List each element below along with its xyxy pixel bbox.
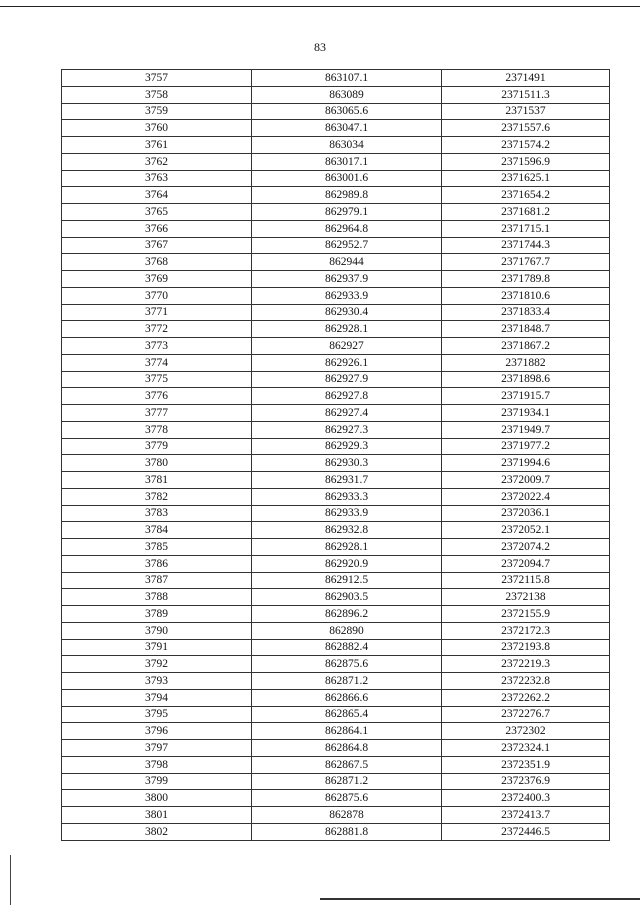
y-coordinate-cell: 2371767.7 <box>442 254 610 271</box>
table-row <box>62 756 610 773</box>
point-number-cell: 3766 <box>62 220 252 237</box>
coordinates-table-body <box>62 70 610 841</box>
point-number-cell: 3777 <box>62 405 252 422</box>
y-coordinate-cell: 2372446.5 <box>442 823 610 840</box>
point-number-cell: 3768 <box>62 254 252 271</box>
x-coordinate-cell: 862875.6 <box>252 656 442 673</box>
point-number-cell: 3762 <box>62 153 252 170</box>
x-coordinate-cell: 863107.1 <box>252 70 442 87</box>
point-number-cell: 3774 <box>62 354 252 371</box>
table-row <box>62 639 610 656</box>
y-coordinate-cell: 2371537 <box>442 103 610 120</box>
table-row <box>62 103 610 120</box>
x-coordinate-cell: 862927.9 <box>252 371 442 388</box>
point-number-cell: 3797 <box>62 740 252 757</box>
y-coordinate-cell: 2372022.4 <box>442 488 610 505</box>
y-coordinate-cell: 2372036.1 <box>442 505 610 522</box>
x-coordinate-cell: 862937.9 <box>252 271 442 288</box>
point-number-cell: 3781 <box>62 472 252 489</box>
table-row <box>62 823 610 840</box>
y-coordinate-cell: 2371574.2 <box>442 137 610 154</box>
table-row <box>62 522 610 539</box>
x-coordinate-cell: 862896.2 <box>252 606 442 623</box>
table-row <box>62 606 610 623</box>
scan-border-left <box>10 855 11 905</box>
y-coordinate-cell: 2371715.1 <box>442 220 610 237</box>
y-coordinate-cell: 2372193.8 <box>442 639 610 656</box>
point-number-cell: 3799 <box>62 773 252 790</box>
table-row <box>62 187 610 204</box>
x-coordinate-cell: 862912.5 <box>252 572 442 589</box>
point-number-cell: 3771 <box>62 304 252 321</box>
x-coordinate-cell: 862930.4 <box>252 304 442 321</box>
table-row <box>62 589 610 606</box>
y-coordinate-cell: 2372172.3 <box>442 622 610 639</box>
y-coordinate-cell: 2372413.7 <box>442 807 610 824</box>
x-coordinate-cell: 862864.8 <box>252 740 442 757</box>
x-coordinate-cell: 862927.3 <box>252 421 442 438</box>
y-coordinate-cell: 2371810.6 <box>442 287 610 304</box>
point-number-cell: 3765 <box>62 204 252 221</box>
point-number-cell: 3760 <box>62 120 252 137</box>
x-coordinate-cell: 862881.8 <box>252 823 442 840</box>
table-row <box>62 622 610 639</box>
point-number-cell: 3788 <box>62 589 252 606</box>
point-number-cell: 3790 <box>62 622 252 639</box>
table-row <box>62 472 610 489</box>
table-row <box>62 371 610 388</box>
table-row <box>62 388 610 405</box>
point-number-cell: 3795 <box>62 706 252 723</box>
x-coordinate-cell: 862930.3 <box>252 455 442 472</box>
y-coordinate-cell: 2371882 <box>442 354 610 371</box>
y-coordinate-cell: 2371789.8 <box>442 271 610 288</box>
x-coordinate-cell: 862927.8 <box>252 388 442 405</box>
page-number: 83 <box>314 40 326 54</box>
table-row <box>62 153 610 170</box>
point-number-cell: 3794 <box>62 689 252 706</box>
x-coordinate-cell: 862952.7 <box>252 237 442 254</box>
x-coordinate-cell: 862989.8 <box>252 187 442 204</box>
table-row <box>62 572 610 589</box>
point-number-cell: 3772 <box>62 321 252 338</box>
x-coordinate-cell: 862927 <box>252 338 442 355</box>
point-number-cell: 3786 <box>62 555 252 572</box>
y-coordinate-cell: 2372094.7 <box>442 555 610 572</box>
y-coordinate-cell: 2371915.7 <box>442 388 610 405</box>
x-coordinate-cell: 863017.1 <box>252 153 442 170</box>
table-row <box>62 689 610 706</box>
y-coordinate-cell: 2372324.1 <box>442 740 610 757</box>
y-coordinate-cell: 2371744.3 <box>442 237 610 254</box>
y-coordinate-cell: 2371557.6 <box>442 120 610 137</box>
x-coordinate-cell: 862929.3 <box>252 438 442 455</box>
x-coordinate-cell: 863065.6 <box>252 103 442 120</box>
x-coordinate-cell: 863089 <box>252 86 442 103</box>
x-coordinate-cell: 862928.1 <box>252 539 442 556</box>
point-number-cell: 3787 <box>62 572 252 589</box>
y-coordinate-cell: 2371625.1 <box>442 170 610 187</box>
table-row <box>62 740 610 757</box>
point-number-cell: 3769 <box>62 271 252 288</box>
x-coordinate-cell: 862926.1 <box>252 354 442 371</box>
y-coordinate-cell: 2371848.7 <box>442 321 610 338</box>
x-coordinate-cell: 862979.1 <box>252 204 442 221</box>
table-row <box>62 438 610 455</box>
x-coordinate-cell: 862867.5 <box>252 756 442 773</box>
y-coordinate-cell: 2371511.3 <box>442 86 610 103</box>
scan-border-top <box>0 0 640 7</box>
table-row <box>62 86 610 103</box>
table-row <box>62 773 610 790</box>
scan-border-bottom <box>320 898 640 900</box>
point-number-cell: 3782 <box>62 488 252 505</box>
table-row <box>62 271 610 288</box>
table-row <box>62 354 610 371</box>
point-number-cell: 3802 <box>62 823 252 840</box>
point-number-cell: 3783 <box>62 505 252 522</box>
x-coordinate-cell: 862882.4 <box>252 639 442 656</box>
point-number-cell: 3776 <box>62 388 252 405</box>
point-number-cell: 3758 <box>62 86 252 103</box>
y-coordinate-cell: 2372115.8 <box>442 572 610 589</box>
y-coordinate-cell: 2372219.3 <box>442 656 610 673</box>
y-coordinate-cell: 2371654.2 <box>442 187 610 204</box>
y-coordinate-cell: 2372232.8 <box>442 673 610 690</box>
point-number-cell: 3789 <box>62 606 252 623</box>
y-coordinate-cell: 2372052.1 <box>442 522 610 539</box>
point-number-cell: 3764 <box>62 187 252 204</box>
point-number-cell: 3784 <box>62 522 252 539</box>
table-row <box>62 421 610 438</box>
table-row <box>62 237 610 254</box>
coordinates-table <box>61 69 610 841</box>
point-number-cell: 3796 <box>62 723 252 740</box>
x-coordinate-cell: 862866.6 <box>252 689 442 706</box>
y-coordinate-cell: 2371681.2 <box>442 204 610 221</box>
table-row <box>62 723 610 740</box>
x-coordinate-cell: 863047.1 <box>252 120 442 137</box>
point-number-cell: 3801 <box>62 807 252 824</box>
x-coordinate-cell: 862875.6 <box>252 790 442 807</box>
x-coordinate-cell: 862920.9 <box>252 555 442 572</box>
x-coordinate-cell: 863001.6 <box>252 170 442 187</box>
table-row <box>62 555 610 572</box>
y-coordinate-cell: 2372376.9 <box>442 773 610 790</box>
table-row <box>62 539 610 556</box>
x-coordinate-cell: 862933.9 <box>252 287 442 304</box>
y-coordinate-cell: 2371491 <box>442 70 610 87</box>
x-coordinate-cell: 862964.8 <box>252 220 442 237</box>
table-row <box>62 656 610 673</box>
point-number-cell: 3779 <box>62 438 252 455</box>
y-coordinate-cell: 2372138 <box>442 589 610 606</box>
y-coordinate-cell: 2372276.7 <box>442 706 610 723</box>
table-row <box>62 673 610 690</box>
point-number-cell: 3763 <box>62 170 252 187</box>
point-number-cell: 3761 <box>62 137 252 154</box>
x-coordinate-cell: 862864.1 <box>252 723 442 740</box>
x-coordinate-cell: 862927.4 <box>252 405 442 422</box>
y-coordinate-cell: 2371977.2 <box>442 438 610 455</box>
table-row <box>62 254 610 271</box>
x-coordinate-cell: 862903.5 <box>252 589 442 606</box>
point-number-cell: 3793 <box>62 673 252 690</box>
table-row <box>62 405 610 422</box>
point-number-cell: 3792 <box>62 656 252 673</box>
table-row <box>62 706 610 723</box>
y-coordinate-cell: 2371867.2 <box>442 338 610 355</box>
x-coordinate-cell: 862931.7 <box>252 472 442 489</box>
y-coordinate-cell: 2371934.1 <box>442 405 610 422</box>
table-row <box>62 120 610 137</box>
x-coordinate-cell: 863034 <box>252 137 442 154</box>
x-coordinate-cell: 862932.8 <box>252 522 442 539</box>
x-coordinate-cell: 862871.2 <box>252 773 442 790</box>
table-row <box>62 488 610 505</box>
table-row <box>62 321 610 338</box>
point-number-cell: 3798 <box>62 756 252 773</box>
point-number-cell: 3757 <box>62 70 252 87</box>
y-coordinate-cell: 2371949.7 <box>442 421 610 438</box>
x-coordinate-cell: 862944 <box>252 254 442 271</box>
table-row <box>62 170 610 187</box>
y-coordinate-cell: 2372302 <box>442 723 610 740</box>
x-coordinate-cell: 862865.4 <box>252 706 442 723</box>
table-row <box>62 287 610 304</box>
point-number-cell: 3791 <box>62 639 252 656</box>
point-number-cell: 3770 <box>62 287 252 304</box>
point-number-cell: 3759 <box>62 103 252 120</box>
x-coordinate-cell: 862933.3 <box>252 488 442 505</box>
x-coordinate-cell: 862933.9 <box>252 505 442 522</box>
table-row <box>62 70 610 87</box>
point-number-cell: 3800 <box>62 790 252 807</box>
point-number-cell: 3767 <box>62 237 252 254</box>
point-number-cell: 3773 <box>62 338 252 355</box>
y-coordinate-cell: 2371833.4 <box>442 304 610 321</box>
x-coordinate-cell: 862871.2 <box>252 673 442 690</box>
table-row <box>62 137 610 154</box>
table-row <box>62 204 610 221</box>
table-row <box>62 790 610 807</box>
point-number-cell: 3775 <box>62 371 252 388</box>
x-coordinate-cell: 862890 <box>252 622 442 639</box>
y-coordinate-cell: 2372262.2 <box>442 689 610 706</box>
table-row <box>62 455 610 472</box>
table-row <box>62 220 610 237</box>
x-coordinate-cell: 862878 <box>252 807 442 824</box>
y-coordinate-cell: 2372351.9 <box>442 756 610 773</box>
y-coordinate-cell: 2371898.6 <box>442 371 610 388</box>
table-row <box>62 505 610 522</box>
y-coordinate-cell: 2372009.7 <box>442 472 610 489</box>
y-coordinate-cell: 2371994.6 <box>442 455 610 472</box>
table-row <box>62 807 610 824</box>
point-number-cell: 3778 <box>62 421 252 438</box>
y-coordinate-cell: 2372155.9 <box>442 606 610 623</box>
table-row <box>62 304 610 321</box>
point-number-cell: 3780 <box>62 455 252 472</box>
table-row <box>62 338 610 355</box>
y-coordinate-cell: 2371596.9 <box>442 153 610 170</box>
y-coordinate-cell: 2372400.3 <box>442 790 610 807</box>
x-coordinate-cell: 862928.1 <box>252 321 442 338</box>
point-number-cell: 3785 <box>62 539 252 556</box>
y-coordinate-cell: 2372074.2 <box>442 539 610 556</box>
